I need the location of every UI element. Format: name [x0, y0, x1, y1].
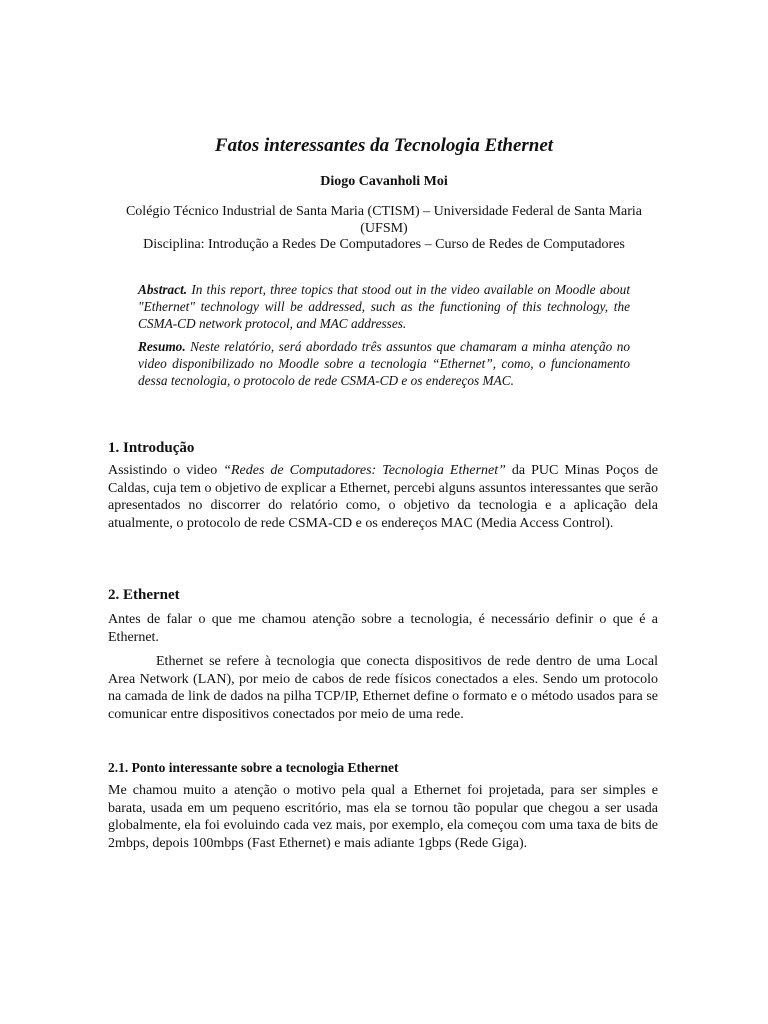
abstract-label: Abstract.: [138, 282, 188, 297]
ethernet-paragraph-2: Ethernet se refere à tecnologia que conecta dispositivos de rede dentro de uma Local Area Network (LAN), por meio de cabos de rede físicos conectados a eles. Sendo um protocolo na camada de link de dados na pilha TCP/IP, Ethernet define o formato e o método usados para se comunicar entre dispositivos conectados por meio de uma rede.: [108, 654, 658, 722]
affiliation-block: [110, 204, 658, 254]
intro-text-after: da PUC Minas Poços de Caldas, cuja tem o objetivo de explicar a Ethernet, percebi alguns assuntos interessantes que serão apresentados no discorrer do relatório como, o objetivo da tecnologia e a aplicação dela atualmente, o protocolo de rede CSMA-CD e os endereços MAC (Media Access Control).: [108, 463, 659, 531]
paper-title: Fatos interessantes da Tecnologia Ethernet: [214, 135, 554, 156]
affiliation: Colégio Técnico Industrial de Santa Maria (CTISM) – Universidade Federal de Santa Maria (UFSM): [125, 204, 643, 236]
ethernet-paragraph-1: Antes de falar o que me chamou atenção sobre a tecnologia, é necessário definir o que é a Ethernet.: [108, 612, 658, 645]
intro-text-before: Assistindo o video: [108, 463, 218, 478]
ponto-paragraph: Me chamou muito a atenção o motivo pela qual a Ethernet foi projetada, para ser simples e barata, usada em um pequeno escritório, mas ela se tornou tão popular que chegou a ser usada globalmente, ela foi evoluindo cada vez mais, por exemplo, ela começou com uma taxa de bits de 2mbps, depois 100mbps (Fast Ethernet) e mais adiante 1gbps (Rede Giga).: [108, 783, 658, 851]
video-title: “Redes de Computadores: Tecnologia Ethernet”: [223, 463, 506, 478]
abstract-block: [138, 281, 630, 389]
resumo-paragraph: [138, 338, 630, 389]
discipline: Disciplina: Introdução a Redes De Computadores – Curso de Redes de Computadores: [143, 237, 625, 252]
subsection-heading-ponto: 2.1. Ponto interessante sobre a tecnologia Ethernet: [108, 760, 399, 775]
intro-paragraph: [108, 462, 658, 532]
author-name: Diogo Cavanholi Moi: [320, 174, 448, 189]
abstract-text: In this report, three topics that stood out in the video available on Moodle about "Ethernet" technology will be addressed, such as the functioning of this technology, the CSMA-CD network protocol, and MAC addresses.: [138, 282, 631, 331]
resumo-label: Resumo.: [138, 339, 186, 354]
section-heading-ethernet: 2. Ethernet: [108, 587, 180, 603]
resumo-text: Neste relatório, será abordado três assuntos que chamaram a minha atenção no video disponibilizado no Moodle sobre a tecnologia “Ethernet”, como, o funcionamento dessa tecnologia, o protocolo de rede CSMA-CD e os endereços MAC.: [138, 339, 631, 388]
section-heading-introducao: 1. Introdução: [108, 440, 195, 456]
abstract-paragraph: [138, 281, 630, 332]
